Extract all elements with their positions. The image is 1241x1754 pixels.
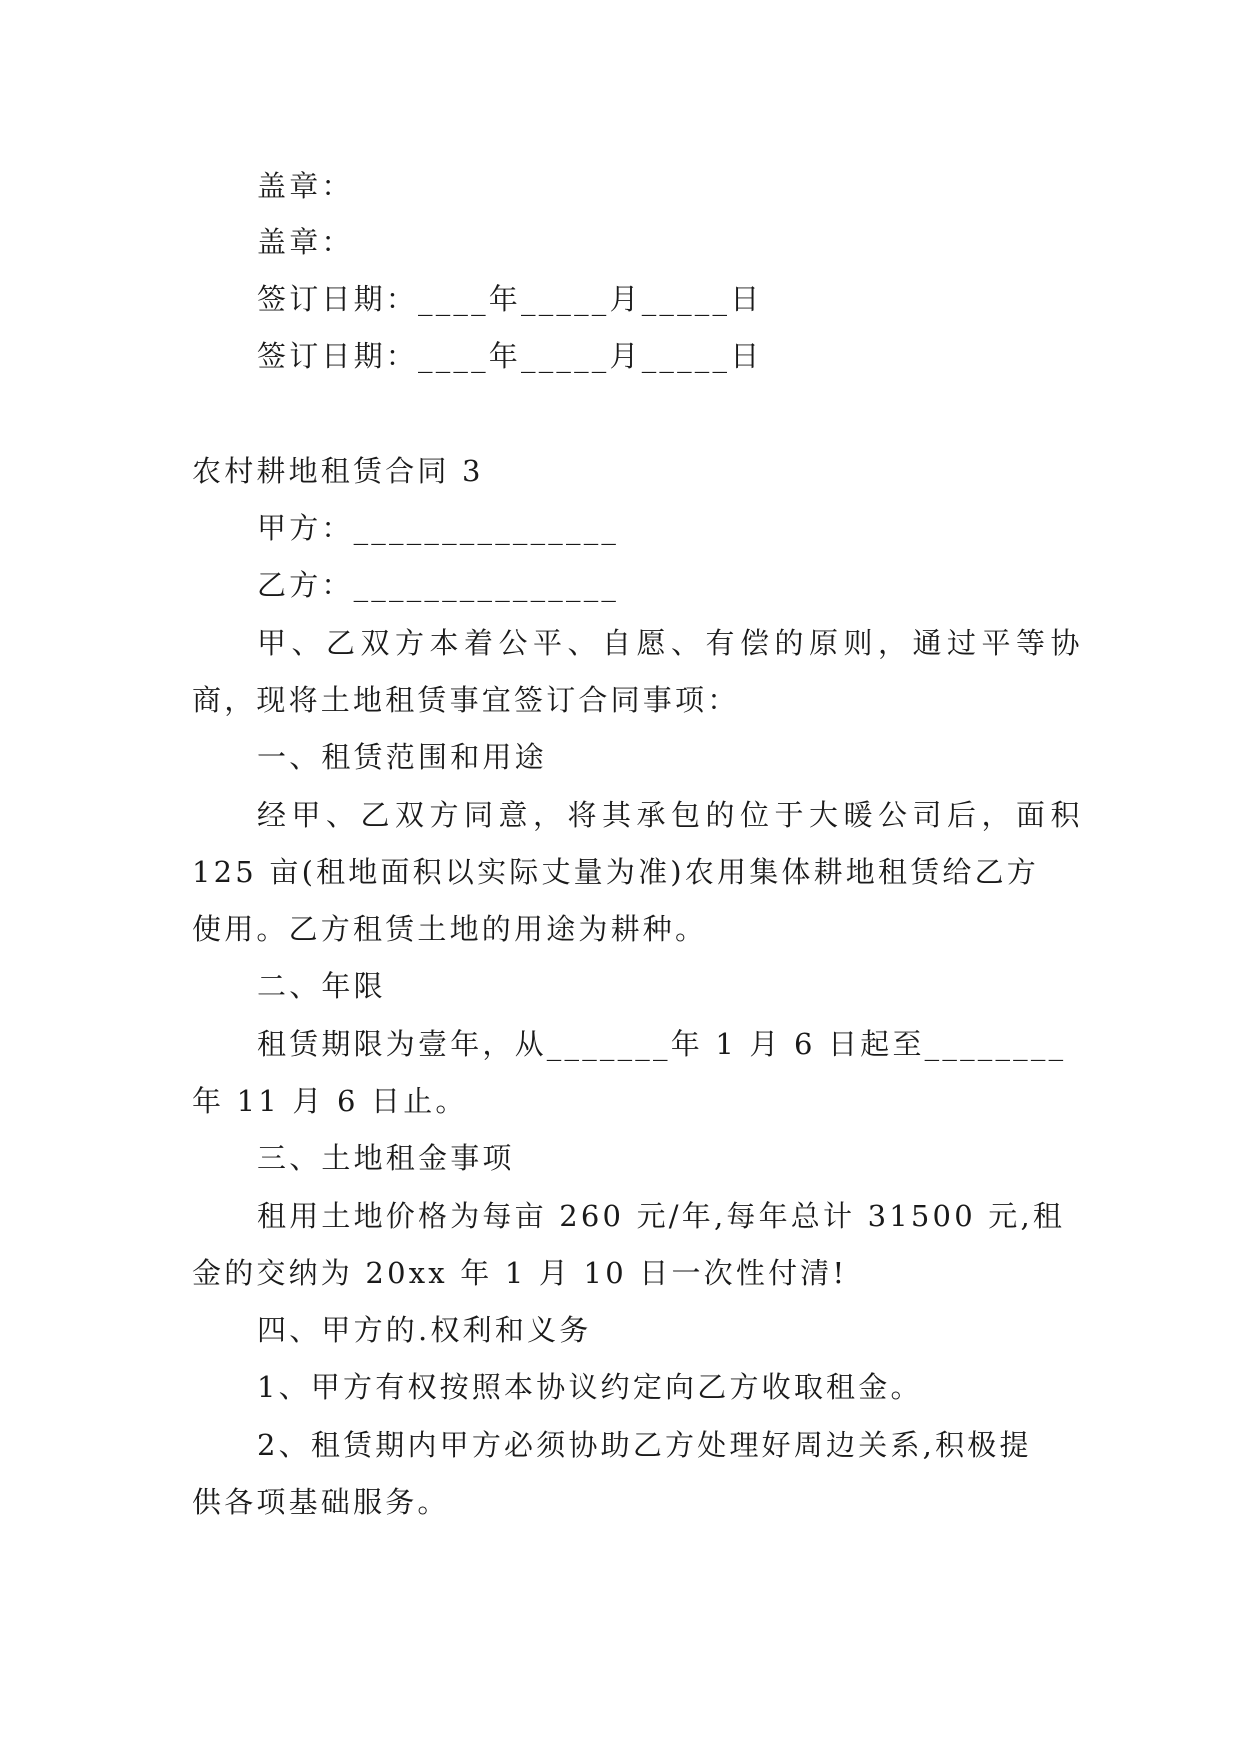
seal-line-1: 盖章：: [257, 169, 354, 203]
seal-line-2: 盖章：: [257, 225, 354, 259]
section-4-item-2-line-1: 2、租赁期内甲方必须协助乙方处理好周边关系,积极提: [257, 1428, 1032, 1462]
intro-paragraph-line-2: 商，现将土地租赁事宜签订合同事项：: [192, 683, 740, 717]
section-1-heading: 一、租赁范围和用途: [257, 740, 547, 774]
contract-title: 农村耕地租赁合同 3: [192, 454, 484, 488]
signing-date-line-1: 签订日期：____年_____月_____日: [257, 282, 763, 316]
section-1-text-line-3: 使用。乙方租赁土地的用途为耕种。: [192, 912, 708, 946]
section-2-text-line-1: 租赁期限为壹年，从_______年 1 月 6 日起至________: [257, 1027, 1067, 1061]
section-1-text-line-1: 经甲、乙双方同意，将其承包的位于大暖公司后，面积: [257, 798, 1086, 832]
section-4-heading: 四、甲方的.权利和义务: [257, 1313, 592, 1347]
section-3-text-line-1: 租用土地价格为每亩 260 元/年,每年总计 31500 元,租: [257, 1199, 1066, 1233]
party-a-line: 甲方：_______________: [257, 511, 620, 545]
section-2-text-line-2: 年 11 月 6 日止。: [192, 1084, 468, 1118]
section-2-heading: 二、年限: [257, 969, 386, 1003]
section-1-text-line-2: 125 亩(租地面积以实际丈量为准)农用集体耕地租赁给乙方: [192, 855, 1039, 889]
section-4-item-1: 1、甲方有权按照本协议约定向乙方收取租金。: [257, 1370, 923, 1404]
intro-paragraph-line-1: 甲、乙双方本着公平、自愿、有偿的原则，通过平等协: [257, 626, 1086, 660]
signing-date-line-2: 签订日期：____年_____月_____日: [257, 339, 763, 373]
section-3-text-line-2: 金的交纳为 20xx 年 1 月 10 日一次性付清!: [192, 1256, 848, 1290]
section-4-item-2-line-2: 供各项基础服务。: [192, 1485, 450, 1519]
party-b-line: 乙方：_______________: [257, 568, 620, 602]
section-3-heading: 三、土地租金事项: [257, 1141, 515, 1175]
